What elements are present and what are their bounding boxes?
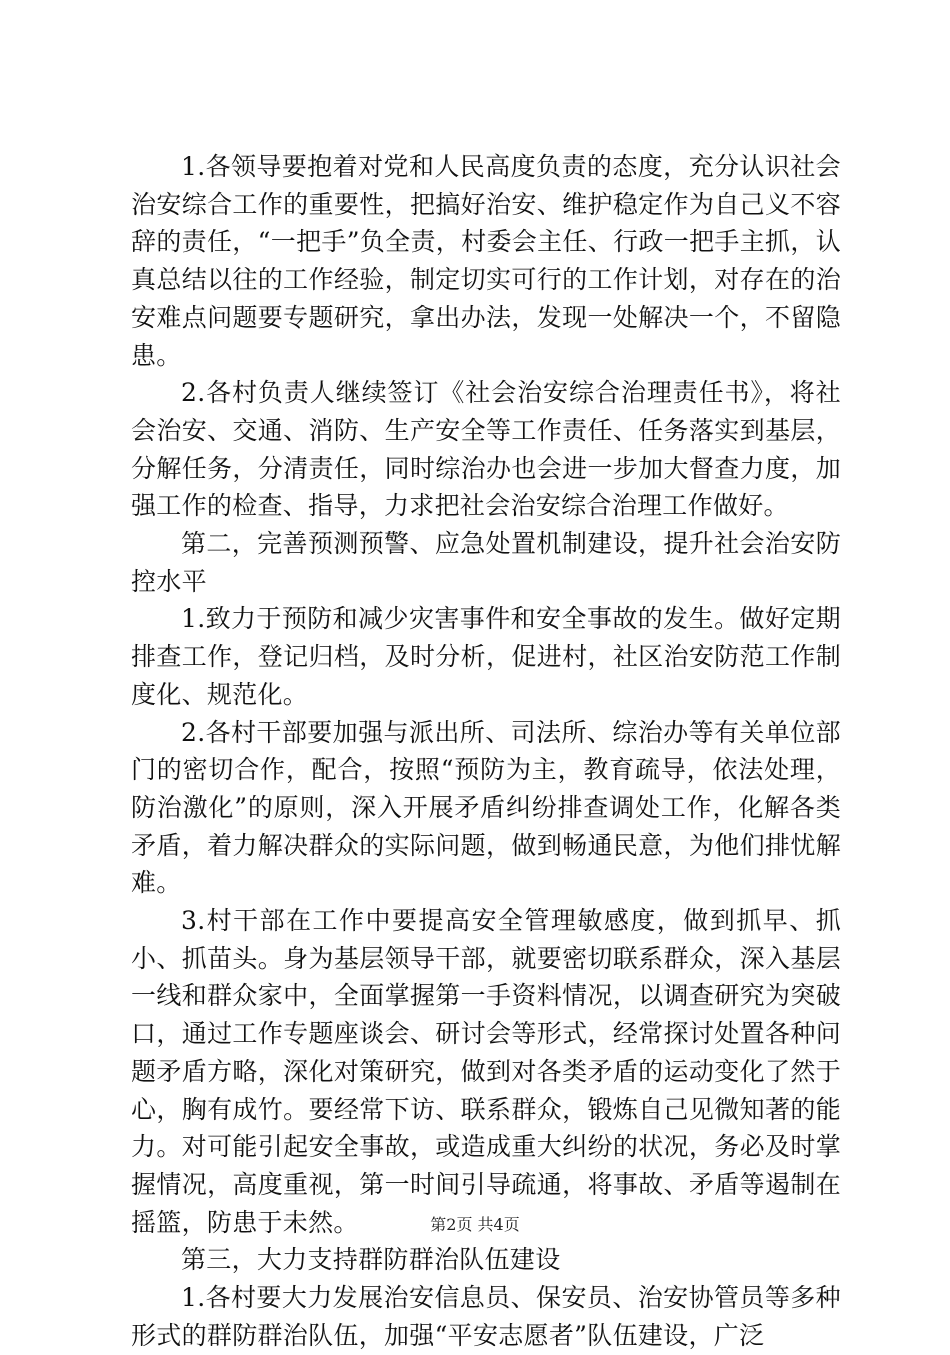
section-heading-third: 第三，大力支持群防群治队伍建设 xyxy=(181,1245,561,1275)
paragraph-safety-sensitivity: 3.村干部在工作中要提高安全管理敏感度，做到抓早、抓小、抓苗头。身为基层领导干部，就要密切联系群众，深入基层一线和群众家中，全面掌握第一手资料情况，以调查研究为突破口，通过工作专题座谈会、研讨会等形式，经常探讨处置各种问题矛盾方略，深化对策研究，做到对各类矛盾的运动变化了然于心，胸有成竹。要经常下访、联系群众，锻炼自己见微知著的能力。对可能引起安全事故，或造成重大纠纷的状况，务必及时掌握情况，高度重视，第一时间引导疏通，将事故、矛盾等遏制在摇篮，防患于未然。 xyxy=(131,906,841,1237)
paragraph-prevention: 1.致力于预防和减少灾害事件和安全事故的发生。做好定期排查工作，登记归档，及时分析，促进村，社区治安防范工作制度化、规范化。 xyxy=(131,604,841,709)
paragraph-leaders-responsibility: 1.各领导要抱着对党和人民高度负责的态度，充分认识社会治安综合工作的重要性，把搞好治安、维护稳定作为自己义不容辞的责任，“一把手”负全责，村委会主任、行政一把手主抓，认真总结以往的工作经验，制定切实可行的工作计划，对存在的治安难点问题要专题研究，拿出办法，发现一处解决一个，不留隐患。 xyxy=(131,152,841,370)
page-number-footer: 第2页 共4页 xyxy=(430,1215,520,1234)
paragraph-cooperation: 2.各村干部要加强与派出所、司法所、综治办等有关单位部门的密切合作，配合，按照“预防为主，教育疏导，依法处理，防治激化”的原则，深入开展矛盾纠纷排查调处工作，化解各类矛盾，着力解决群众的实际问题，做到畅通民意，为他们排忧解难。 xyxy=(131,717,841,898)
document-body xyxy=(131,148,841,1355)
section-heading-second: 第二，完善预测预警、应急处置机制建设，提升社会治安防控水平 xyxy=(131,529,841,596)
paragraph-volunteer-teams: 1.各村要大力发展治安信息员、保安员、治安协管员等多种形式的群防群治队伍，加强“平安志愿者”队伍建设，广泛 xyxy=(131,1283,841,1350)
paragraph-responsibility-letter: 2.各村负责人继续签订《社会治安综合治理责任书》，将社会治安、交通、消防、生产安全等工作责任、任务落实到基层，分解任务，分清责任，同时综治办也会进一步加大督查力度，加强工作的检查、指导，力求把社会治安综合治理工作做好。 xyxy=(131,378,841,521)
